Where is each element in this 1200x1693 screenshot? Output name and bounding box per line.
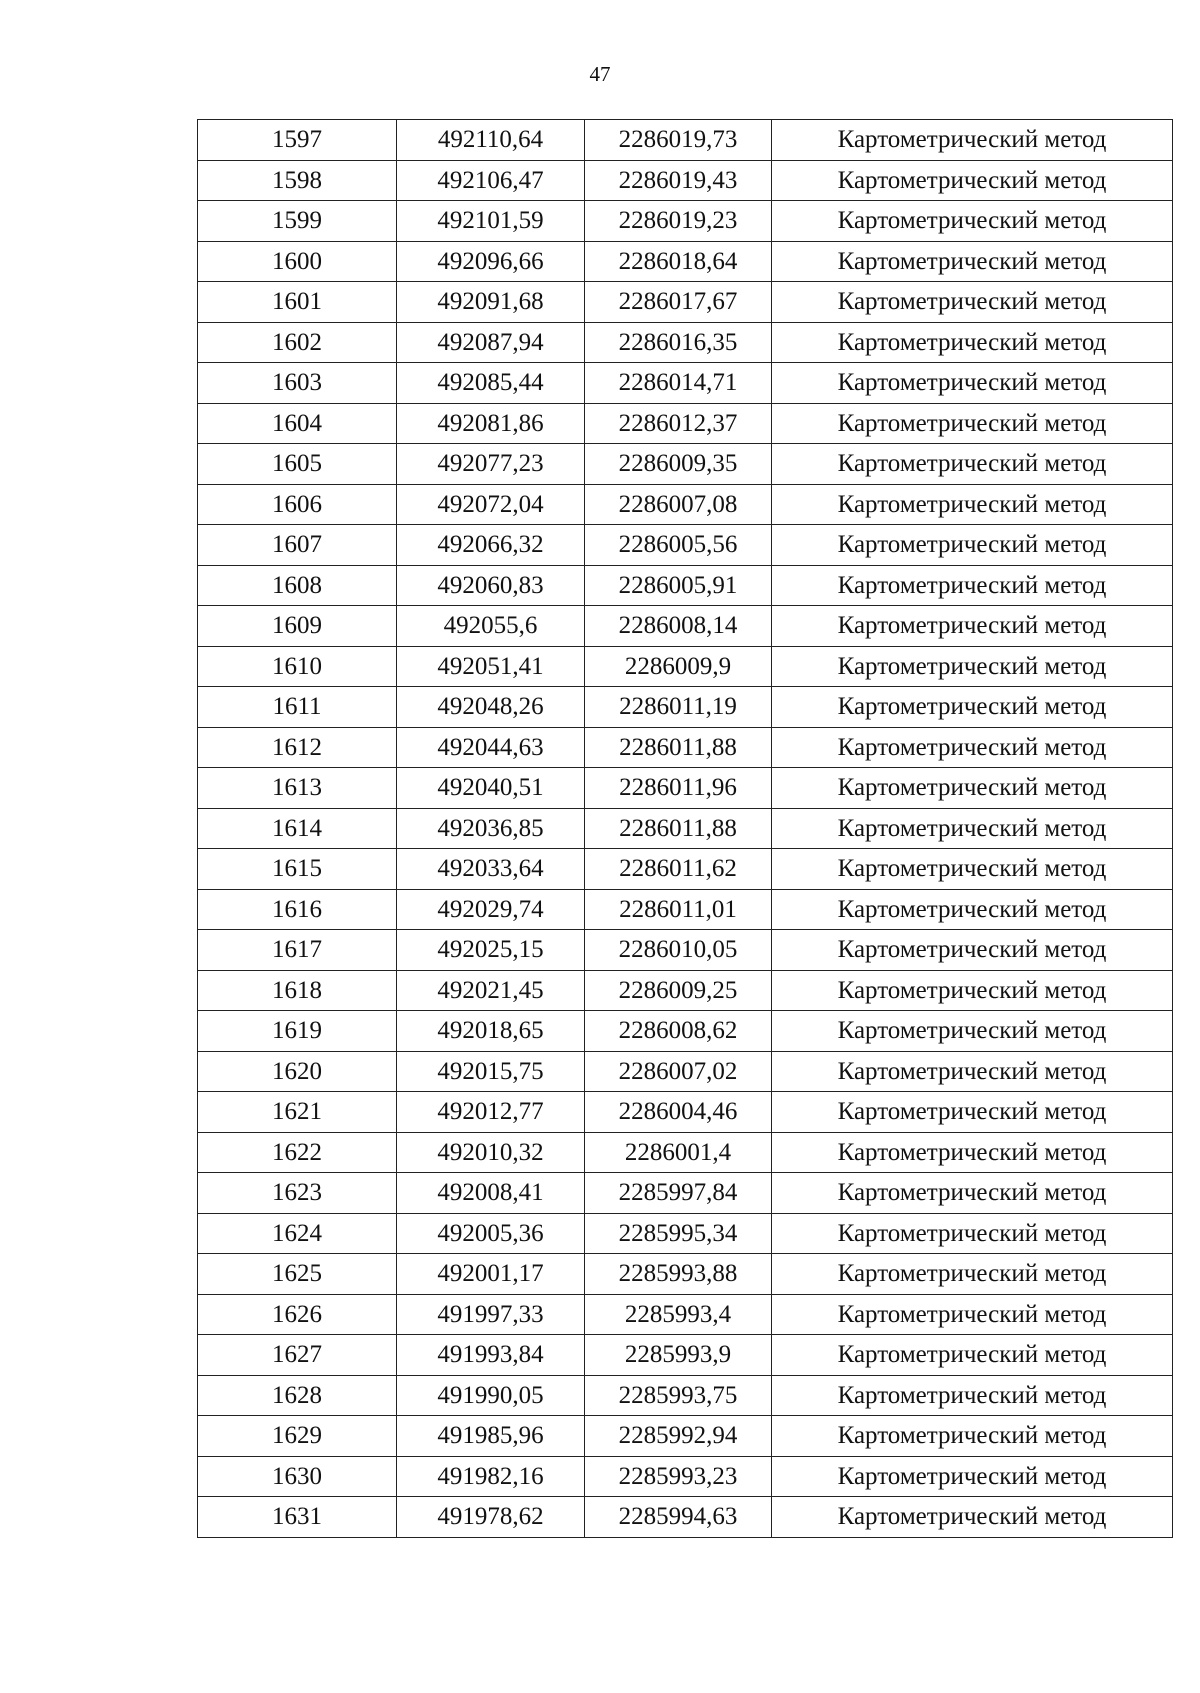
x-coordinate-cell: 491997,33: [397, 1294, 585, 1335]
table-row: [198, 1456, 1173, 1497]
x-coordinate-cell: 492110,64: [397, 120, 585, 161]
point-number-cell: 1630: [198, 1456, 397, 1497]
table-row: [198, 1294, 1173, 1335]
method-cell: Картометрический метод: [772, 889, 1173, 930]
y-coordinate-cell: 2286011,62: [585, 849, 772, 890]
table-row: [198, 322, 1173, 363]
y-coordinate-cell: 2286009,35: [585, 444, 772, 485]
point-number-cell: 1601: [198, 282, 397, 323]
table-row: [198, 363, 1173, 404]
y-coordinate-cell: 2286005,91: [585, 565, 772, 606]
y-coordinate-cell: 2285993,9: [585, 1335, 772, 1376]
y-coordinate-cell: 2286005,56: [585, 525, 772, 566]
x-coordinate-cell: 492060,83: [397, 565, 585, 606]
method-cell: Картометрический метод: [772, 849, 1173, 890]
y-coordinate-cell: 2286019,43: [585, 160, 772, 201]
method-cell: Картометрический метод: [772, 1213, 1173, 1254]
table-row: [198, 1092, 1173, 1133]
point-number-cell: 1629: [198, 1416, 397, 1457]
point-number-cell: 1625: [198, 1254, 397, 1295]
point-number-cell: 1617: [198, 930, 397, 971]
method-cell: Картометрический метод: [772, 606, 1173, 647]
coordinates-table-body: [198, 120, 1173, 1538]
table-row: [198, 1051, 1173, 1092]
x-coordinate-cell: 492044,63: [397, 727, 585, 768]
x-coordinate-cell: 492001,17: [397, 1254, 585, 1295]
method-cell: Картометрический метод: [772, 1092, 1173, 1133]
method-cell: Картометрический метод: [772, 1456, 1173, 1497]
point-number-cell: 1597: [198, 120, 397, 161]
method-cell: Картометрический метод: [772, 444, 1173, 485]
x-coordinate-cell: 492096,66: [397, 241, 585, 282]
y-coordinate-cell: 2286012,37: [585, 403, 772, 444]
x-coordinate-cell: 492072,04: [397, 484, 585, 525]
method-cell: Картометрический метод: [772, 322, 1173, 363]
table-row: [198, 889, 1173, 930]
y-coordinate-cell: 2286014,71: [585, 363, 772, 404]
method-cell: Картометрический метод: [772, 727, 1173, 768]
table-row: [198, 646, 1173, 687]
y-coordinate-cell: 2286009,9: [585, 646, 772, 687]
point-number-cell: 1602: [198, 322, 397, 363]
table-row: [198, 1132, 1173, 1173]
y-coordinate-cell: 2286008,62: [585, 1011, 772, 1052]
method-cell: Картометрический метод: [772, 930, 1173, 971]
x-coordinate-cell: 492048,26: [397, 687, 585, 728]
point-number-cell: 1609: [198, 606, 397, 647]
y-coordinate-cell: 2286001,4: [585, 1132, 772, 1173]
table-row: [198, 1254, 1173, 1295]
method-cell: Картометрический метод: [772, 1497, 1173, 1538]
table-row: [198, 1335, 1173, 1376]
x-coordinate-cell: 491990,05: [397, 1375, 585, 1416]
point-number-cell: 1613: [198, 768, 397, 809]
method-cell: Картометрический метод: [772, 808, 1173, 849]
table-row: [198, 808, 1173, 849]
table-row: [198, 970, 1173, 1011]
x-coordinate-cell: 492087,94: [397, 322, 585, 363]
y-coordinate-cell: 2285993,4: [585, 1294, 772, 1335]
point-number-cell: 1616: [198, 889, 397, 930]
y-coordinate-cell: 2286009,25: [585, 970, 772, 1011]
method-cell: Картометрический метод: [772, 363, 1173, 404]
y-coordinate-cell: 2286018,64: [585, 241, 772, 282]
point-number-cell: 1624: [198, 1213, 397, 1254]
y-coordinate-cell: 2286010,05: [585, 930, 772, 971]
point-number-cell: 1622: [198, 1132, 397, 1173]
x-coordinate-cell: 492055,6: [397, 606, 585, 647]
table-row: [198, 1213, 1173, 1254]
x-coordinate-cell: 491993,84: [397, 1335, 585, 1376]
point-number-cell: 1610: [198, 646, 397, 687]
y-coordinate-cell: 2286011,01: [585, 889, 772, 930]
method-cell: Картометрический метод: [772, 160, 1173, 201]
point-number-cell: 1606: [198, 484, 397, 525]
y-coordinate-cell: 2286019,73: [585, 120, 772, 161]
table-row: [198, 849, 1173, 890]
x-coordinate-cell: 492085,44: [397, 363, 585, 404]
table-row: [198, 727, 1173, 768]
table-row: [198, 160, 1173, 201]
method-cell: Картометрический метод: [772, 1335, 1173, 1376]
x-coordinate-cell: 491978,62: [397, 1497, 585, 1538]
method-cell: Картометрический метод: [772, 1051, 1173, 1092]
table-row: [198, 484, 1173, 525]
x-coordinate-cell: 492025,15: [397, 930, 585, 971]
point-number-cell: 1600: [198, 241, 397, 282]
point-number-cell: 1608: [198, 565, 397, 606]
x-coordinate-cell: 492021,45: [397, 970, 585, 1011]
method-cell: Картометрический метод: [772, 646, 1173, 687]
x-coordinate-cell: 492066,32: [397, 525, 585, 566]
point-number-cell: 1619: [198, 1011, 397, 1052]
y-coordinate-cell: 2285993,75: [585, 1375, 772, 1416]
point-number-cell: 1618: [198, 970, 397, 1011]
point-number-cell: 1627: [198, 1335, 397, 1376]
point-number-cell: 1604: [198, 403, 397, 444]
table-row: [198, 687, 1173, 728]
x-coordinate-cell: 491982,16: [397, 1456, 585, 1497]
method-cell: Картометрический метод: [772, 403, 1173, 444]
method-cell: Картометрический метод: [772, 970, 1173, 1011]
x-coordinate-cell: 492101,59: [397, 201, 585, 242]
x-coordinate-cell: 491985,96: [397, 1416, 585, 1457]
table-row: [198, 606, 1173, 647]
x-coordinate-cell: 492015,75: [397, 1051, 585, 1092]
point-number-cell: 1607: [198, 525, 397, 566]
table-row: [198, 930, 1173, 971]
y-coordinate-cell: 2286016,35: [585, 322, 772, 363]
table-row: [198, 403, 1173, 444]
table-row: [198, 768, 1173, 809]
table-row: [198, 1375, 1173, 1416]
table-row: [198, 1497, 1173, 1538]
method-cell: Картометрический метод: [772, 282, 1173, 323]
y-coordinate-cell: 2286004,46: [585, 1092, 772, 1133]
point-number-cell: 1626: [198, 1294, 397, 1335]
method-cell: Картометрический метод: [772, 241, 1173, 282]
y-coordinate-cell: 2286011,96: [585, 768, 772, 809]
y-coordinate-cell: 2286011,88: [585, 727, 772, 768]
table-row: [198, 282, 1173, 323]
table-row: [198, 525, 1173, 566]
table-row: [198, 241, 1173, 282]
point-number-cell: 1614: [198, 808, 397, 849]
x-coordinate-cell: 492051,41: [397, 646, 585, 687]
point-number-cell: 1623: [198, 1173, 397, 1214]
point-number-cell: 1603: [198, 363, 397, 404]
method-cell: Картометрический метод: [772, 565, 1173, 606]
table-row: [198, 120, 1173, 161]
y-coordinate-cell: 2286008,14: [585, 606, 772, 647]
y-coordinate-cell: 2285993,88: [585, 1254, 772, 1295]
x-coordinate-cell: 492010,32: [397, 1132, 585, 1173]
point-number-cell: 1631: [198, 1497, 397, 1538]
x-coordinate-cell: 492040,51: [397, 768, 585, 809]
method-cell: Картометрический метод: [772, 120, 1173, 161]
y-coordinate-cell: 2285997,84: [585, 1173, 772, 1214]
y-coordinate-cell: 2285994,63: [585, 1497, 772, 1538]
method-cell: Картометрический метод: [772, 525, 1173, 566]
point-number-cell: 1605: [198, 444, 397, 485]
method-cell: Картометрический метод: [772, 687, 1173, 728]
y-coordinate-cell: 2286007,02: [585, 1051, 772, 1092]
method-cell: Картометрический метод: [772, 1254, 1173, 1295]
method-cell: Картометрический метод: [772, 201, 1173, 242]
table-row: [198, 1416, 1173, 1457]
y-coordinate-cell: 2285992,94: [585, 1416, 772, 1457]
method-cell: Картометрический метод: [772, 484, 1173, 525]
point-number-cell: 1628: [198, 1375, 397, 1416]
point-number-cell: 1612: [198, 727, 397, 768]
x-coordinate-cell: 492081,86: [397, 403, 585, 444]
y-coordinate-cell: 2285995,34: [585, 1213, 772, 1254]
point-number-cell: 1598: [198, 160, 397, 201]
method-cell: Картометрический метод: [772, 1011, 1173, 1052]
y-coordinate-cell: 2286011,19: [585, 687, 772, 728]
point-number-cell: 1611: [198, 687, 397, 728]
x-coordinate-cell: 492036,85: [397, 808, 585, 849]
y-coordinate-cell: 2286019,23: [585, 201, 772, 242]
point-number-cell: 1621: [198, 1092, 397, 1133]
x-coordinate-cell: 492008,41: [397, 1173, 585, 1214]
table-row: [198, 1011, 1173, 1052]
y-coordinate-cell: 2286011,88: [585, 808, 772, 849]
y-coordinate-cell: 2286017,67: [585, 282, 772, 323]
table-row: [198, 1173, 1173, 1214]
y-coordinate-cell: 2286007,08: [585, 484, 772, 525]
method-cell: Картометрический метод: [772, 1375, 1173, 1416]
table-row: [198, 565, 1173, 606]
coordinates-table: [197, 119, 1173, 1538]
table-row: [198, 444, 1173, 485]
x-coordinate-cell: 492018,65: [397, 1011, 585, 1052]
y-coordinate-cell: 2285993,23: [585, 1456, 772, 1497]
x-coordinate-cell: 492005,36: [397, 1213, 585, 1254]
method-cell: Картометрический метод: [772, 1294, 1173, 1335]
x-coordinate-cell: 492077,23: [397, 444, 585, 485]
x-coordinate-cell: 492033,64: [397, 849, 585, 890]
point-number-cell: 1620: [198, 1051, 397, 1092]
table-row: [198, 201, 1173, 242]
method-cell: Картометрический метод: [772, 768, 1173, 809]
x-coordinate-cell: 492029,74: [397, 889, 585, 930]
x-coordinate-cell: 492012,77: [397, 1092, 585, 1133]
point-number-cell: 1599: [198, 201, 397, 242]
x-coordinate-cell: 492106,47: [397, 160, 585, 201]
method-cell: Картометрический метод: [772, 1416, 1173, 1457]
point-number-cell: 1615: [198, 849, 397, 890]
method-cell: Картометрический метод: [772, 1173, 1173, 1214]
page-number: 47: [589, 62, 611, 86]
x-coordinate-cell: 492091,68: [397, 282, 585, 323]
method-cell: Картометрический метод: [772, 1132, 1173, 1173]
